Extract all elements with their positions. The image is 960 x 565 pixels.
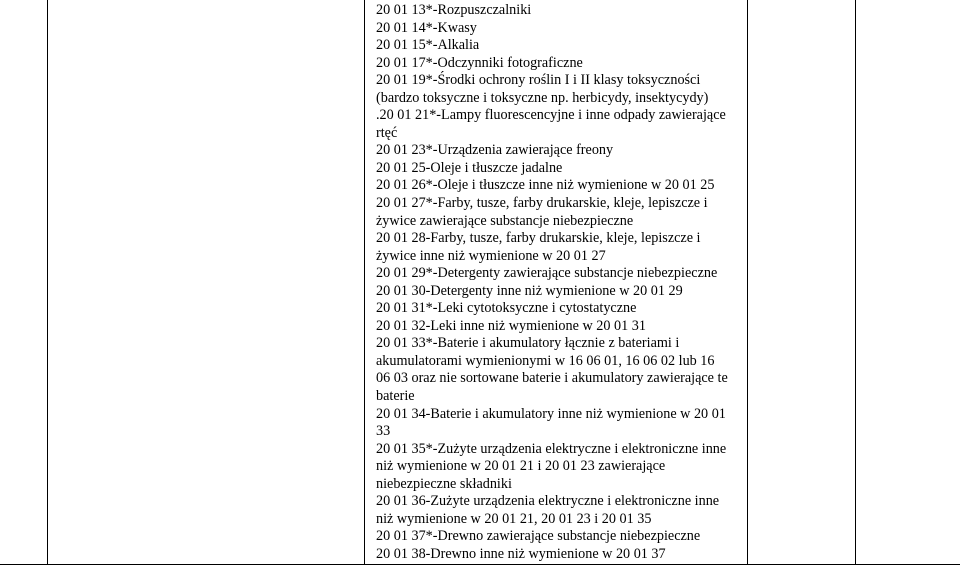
waste-code-line: niż wymienione w 20 01 21 i 20 01 23 zawierające xyxy=(376,458,747,476)
waste-code-line: niż wymienione w 20 01 21, 20 01 23 i 20 01 35 xyxy=(376,511,747,529)
waste-code-line: 20 01 27*-Farby, tusze, farby drukarskie, kleje, lepiszcze i xyxy=(376,195,747,213)
waste-code-line: 20 01 31*-Leki cytotoksyczne i cytostatyczne xyxy=(376,300,747,318)
waste-code-line: 20 01 32-Leki inne niż wymienione w 20 01 31 xyxy=(376,318,747,336)
waste-code-line: 20 01 35*-Zużyte urządzenia elektryczne i elektroniczne inne xyxy=(376,441,747,459)
waste-code-line: rtęć xyxy=(376,125,747,143)
table-cell-second xyxy=(48,0,365,564)
waste-code-line: (bardzo toksyczne i toksyczne np. herbicydy, insektycydy) xyxy=(376,90,747,108)
waste-code-line: akumulatorami wymienionymi w 16 06 01, 16 06 02 lub 16 xyxy=(376,353,747,371)
waste-code-line: 20 01 25-Oleje i tłuszcze jadalne xyxy=(376,160,747,178)
waste-code-line: żywice inne niż wymienione w 20 01 27 xyxy=(376,248,747,266)
waste-code-line: 20 01 30-Detergenty inne niż wymienione w 20 01 29 xyxy=(376,283,747,301)
waste-code-line: 33 xyxy=(376,423,747,441)
waste-code-line: 20 01 34-Baterie i akumulatory inne niż wymienione w 20 01 xyxy=(376,406,747,424)
table-cell-fourth xyxy=(748,0,856,564)
waste-code-line: 20 01 36-Zużyte urządzenia elektryczne i elektroniczne inne xyxy=(376,493,747,511)
table-cell-fifth xyxy=(856,0,960,564)
waste-code-line: 20 01 28-Farby, tusze, farby drukarskie, kleje, lepiszcze i xyxy=(376,230,747,248)
waste-code-line: .20 01 21*-Lampy fluorescencyjne i inne odpady zawierające xyxy=(376,107,747,125)
waste-code-line: 20 01 19*-Środki ochrony roślin I i II klasy toksyczności xyxy=(376,72,747,90)
waste-code-list xyxy=(365,0,747,564)
waste-code-line: żywice zawierające substancje niebezpieczne xyxy=(376,213,747,231)
waste-code-line: baterie xyxy=(376,388,747,406)
waste-code-line: 20 01 26*-Oleje i tłuszcze inne niż wymienione w 20 01 25 xyxy=(376,177,747,195)
waste-code-line: 20 01 33*-Baterie i akumulatory łącznie z bateriami i xyxy=(376,335,747,353)
waste-code-line: 20 01 37*-Drewno zawierające substancje niebezpieczne xyxy=(376,528,747,546)
waste-code-line: 20 01 23*-Urządzenia zawierające freony xyxy=(376,142,747,160)
waste-code-line: 20 01 38-Drewno inne niż wymienione w 20 01 37 xyxy=(376,546,747,564)
waste-code-line: 20 01 15*-Alkalia xyxy=(376,37,747,55)
waste-code-line: 20 01 17*-Odczynniki fotograficzne xyxy=(376,55,747,73)
table-cell-first xyxy=(0,0,48,564)
waste-code-line: 20 01 13*-Rozpuszczalniki xyxy=(376,2,747,20)
table-cell-waste-codes xyxy=(365,0,748,564)
waste-code-line: 20 01 29*-Detergenty zawierające substancje niebezpieczne xyxy=(376,265,747,283)
waste-code-line: niebezpieczne składniki xyxy=(376,476,747,494)
waste-code-line: 20 01 14*-Kwasy xyxy=(376,20,747,38)
waste-code-line: 06 03 oraz nie sortowane baterie i akumulatory zawierające te xyxy=(376,370,747,388)
